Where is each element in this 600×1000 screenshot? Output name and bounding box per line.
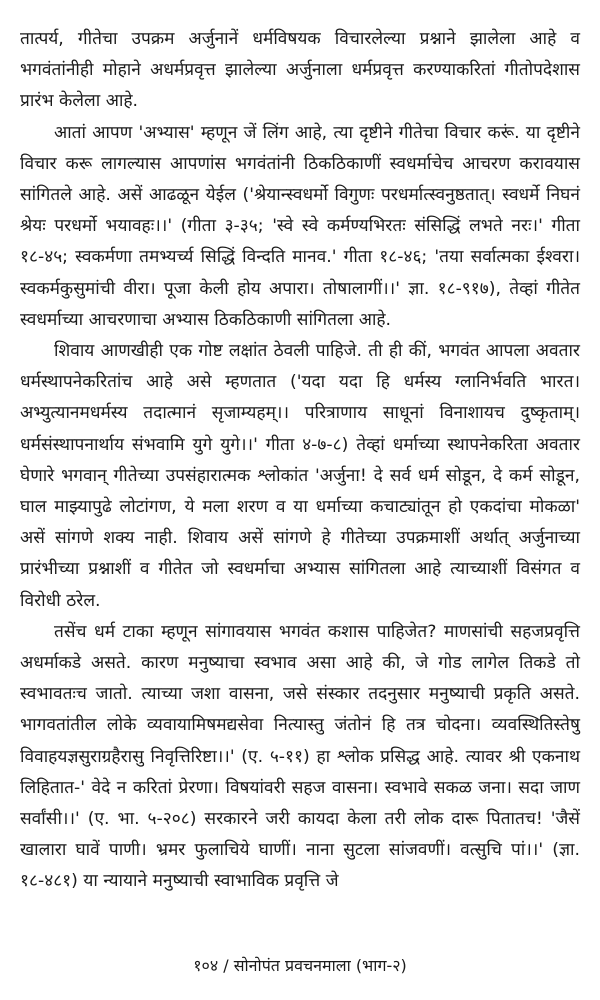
- paragraph: तसेंच धर्म टाका म्हणून सांगावयास भगवंत कशास पाहिजेत? माणसांची सहजप्रवृत्ति अधर्माकडे असते. कारण मनुष्याचा स्वभाव असा आहे की, जे गोड लागेल तिकडे तो स्वभावतःच जातो. त्याच्या जशा वासना, जसे संस्कार तदनुसार मनुष्याची प्रकृति असते. भागवतांतील लोके व्यवायामिषमद्यसेवा नित्यास्तु जंतोनं हि तत्र चोदना। व्यवस्थितिस्तेषु विवाहयज्ञसुराग्रहैरासु निवृत्तिरिष्टा।।' (ए. ५-११) हा श्लोक प्रसिद्ध आहे. त्यावर श्री एकनाथ लिहितात-' वेदे न करितां प्रेरणा। विषयांवरी सहज वासना। स्वभावे सकळ जना। सदा जाण सर्वांसी।।' (ए. भा. ५-२०८) सरकारने जरी कायदा केला तरी लोक दारू पितातच! 'जैसें खालारा घावें पाणी। भ्रमर फुलाचिये घाणीं। नाना सुटला सांजवणीं। वत्सुचि पां।।' (ज्ञा. १८-४८१) या न्यायाने मनुष्याची स्वाभाविक प्रवृत्ति जे: [20, 621, 580, 892]
- paragraph: तात्पर्य, गीतेचा उपक्रम अर्जुनानें धर्मविषयक विचारलेल्या प्रश्नाने झालेला आहे व भगवंतांनीही मोहाने अधर्मप्रवृत्त झालेल्या अर्जुनाला धर्मप्रवृत्त करण्याकरितां गीतोपदेशास प्रारंभ केलेला आहे.: [20, 29, 580, 112]
- paragraph: शिवाय आणखीही एक गोष्ट लक्षांत ठेवली पाहिजे. ती ही कीं, भगवंत आपला अवतार धर्मस्थापनेकरितांच आहे असे म्हणतात ('यदा यदा हि धर्मस्य ग्लानिर्भवति भारत। अभ्युत्यानमधर्मस्य तदात्मानं सृजाम्यहम्‌।। परित्राणाय साधूनां विनाशायच दुष्कृताम्‌। धर्मसंस्थापनार्थाय संभवामि युगे युगे।।' गीता ४-७-८) तेव्हां धर्माच्या स्थापनेकरिता अवतार घेणारे भगवान्‌ गीतेच्या उपसंहारात्मक श्लोकांत 'अर्जुना! दे सर्व धर्म सोडून, दे कर्म सोडून, घाल माझ्यापुढे लोटांगण, ये मला शरण व या धर्माच्या कचाट्यांतून हो एकदांचा मोकळा' असें सांगणे शक्य नाही. शिवाय असें सांगणे हे गीतेच्या उपक्रमाशीं अर्थात्‌ अर्जुनाच्या प्रारंभीच्या प्रश्नाशीं व गीतेत जो स्वधर्माचा अभ्यास सांगितला आहे त्याच्याशीं विसंगत व विरोधी ठरेल.: [20, 341, 580, 611]
- page-body-text: [20, 24, 580, 898]
- page-footer: १०४ / सोनोपंत प्रवचनमाला (भाग-२): [193, 956, 407, 975]
- paragraph: आतां आपण 'अभ्यास' म्हणून जें लिंग आहे, त्या दृष्टीने गीतेचा विचार करूं. या दृष्टीने विचार करू लागल्यास आपणांस भगवंतांनी ठिकठिकाणीं स्वधर्माचेच आचरण करावयास सांगितले आहे. असें आढळून येईल ('श्रेयान्स्वधर्मो विगुणः परधर्मात्स्वनुष्ठतात्‌। स्वधर्मे निघनं श्रेयः परधर्मो भयावहः।।' (गीता ३-३५; 'स्वे स्वे कर्मण्यभिरतः संसिद्धिं लभते नरः।' गीता १८-४५; स्वकर्मणा तमभ्यर्च्य सिद्धिं विन्दति मानव.' गीता १८-४६; 'तया सर्वात्मका ईश्वरा। स्वकर्मकुसुमांची वीरा। पूजा केली होय अपारा। तोषालागीं।।' ज्ञा. १८-९१७), तेव्हां गीतेत स्वधर्माच्या आचरणाचा अभ्यास ठिकठिकाणी सांगितला आहे.: [20, 122, 580, 330]
